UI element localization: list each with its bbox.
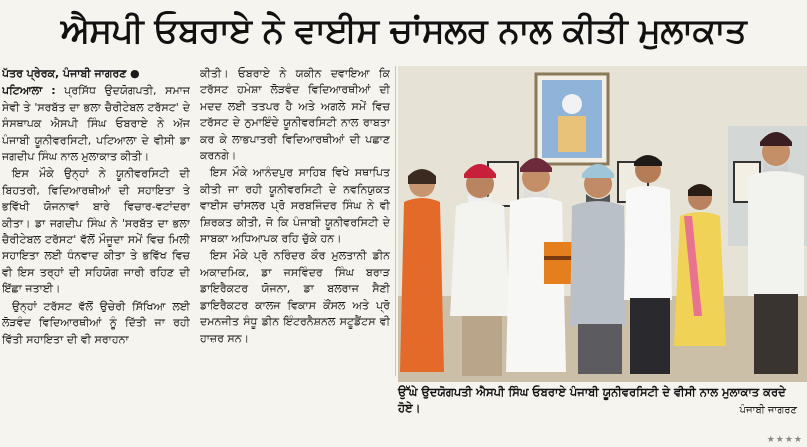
dateline: ਪਟਿਆਲਾ : xyxy=(2,84,56,98)
paragraph: ਇਸ ਮੌਕੇ ਪ੍ਰੋ ਨਰਿੰਦਰ ਕੌਰ ਮੁਲਤਾਨੀ ਡੀਨ ਅਕਾਦਮਿਕ, ਡਾ ਜਸਵਿੰਦਰ ਸਿੰਘ ਬਰਾੜ ਡਾਇਰੈਕਟਰ ਯੋਜਨਾ, ਡਾ ਬਲਰਾਜ ਸੈਣੀ ਡਾਇਰੈਕਟਰ ਕਾਲਜ ਵਿਕਾਸ ਕੌਂਸਲ ਅਤੇ ਪ੍ਰੋ ਦਮਨਜੀਤ ਸੰਧੂ ਡੀਨ ਇੰਟਰਨੈਸ਼ਨਲ ਸਟੂਡੈਂਟਸ ਵੀ ਹਾਜ਼ਰ ਸਨ। xyxy=(200,249,390,345)
news-photo xyxy=(398,66,807,382)
paragraph: ਇਸ ਮੌਕੇ ਆਨੰਦਪੁਰ ਸਾਹਿਬ ਵਿਖੇ ਸਥਾਪਿਤ ਕੀਤੀ ਜਾ ਰਹੀ ਯੂਨੀਵਰਸਿਟੀ ਦੇ ਨਵਨਿਯੁਕਤ ਵਾਈਸ ਚਾਂਸਲਰ ਪ੍ਰੋ ਸਰਬਜਿੰਦਰ ਸਿੰਘ ਨੇ ਵੀ ਸ਼ਿਰਕਤ ਕੀਤੀ, ਜੋ ਕਿ ਪੰਜਾਬੀ ਯੂਨੀਵਰਸਿਟੀ ਦੇ ਸਾਬਕਾ ਅਧਿਆਪਕ ਰਹਿ ਚੁੱਕੇ ਹਨ। xyxy=(200,166,390,246)
headline: ਐਸਪੀ ਓਬਰਾਏ ਨੇ ਵਾਈਸ ਚਾਂਸਲਰ ਨਾਲ ਕੀਤੀ ਮੁਲਾਕਾਤ xyxy=(60,11,747,51)
column-divider xyxy=(395,66,396,376)
paragraph: ਉਨ੍ਹਾਂ ਟਰੱਸਟ ਵੱਲੋਂ ਉਚੇਰੀ ਸਿੱਖਿਆ ਲਈ ਲੋੜਵੰਦ ਵਿਦਿਆਰਥੀਆਂ ਨੂੰ ਦਿੱਤੀ ਜਾ ਰਹੀ ਵਿੱਤੀ ਸਹਾਇਤਾ ਦੀ ਵੀ ਸਰਾਹਨਾ xyxy=(2,299,190,346)
byline-bullet: ● xyxy=(129,67,140,80)
paragraph: ਪ੍ਰਸਿੱਧ ਉਦਯੋਗਪਤੀ, ਸਮਾਜ ਸੇਵੀ ਤੇ 'ਸਰਬੱਤ ਦਾ ਭਲਾ ਚੈਰੀਟੇਬਲ ਟਰੱਸਟ' ਦੇ ਸੰਸਥਾਪਕ ਐਸਪੀ ਸਿੰਘ ਓਬਰਾਏ ਨੇ ਅੱਜ ਪੰਜਾਬੀ ਯੂਨੀਵਰਸਿਟੀ, ਪਟਿਆਲਾ ਦੇ ਵੀਸੀ ਡਾ ਜਗਦੀਪ ਸਿੰਘ ਨਾਲ ਮੁਲਾਕਾਤ ਕੀਤੀ। xyxy=(2,84,190,164)
photo-credit: ਪੰਜਾਬੀ ਜਾਗਰਣ xyxy=(739,405,797,416)
article-column-2 xyxy=(200,66,390,376)
news-photo-illustration xyxy=(398,66,807,382)
rating-stars: ★★★★ xyxy=(766,435,803,445)
paragraph: ਇਸ ਮੌਕੇ ਉਨ੍ਹਾਂ ਨੇ ਯੂਨੀਵਰਸਿਟੀ ਦੀ ਬਿਹਤਰੀ, ਵਿਦਿਆਰਥੀਆਂ ਦੀ ਸਹਾਇਤਾ ਤੇ ਭਵਿੱਖੀ ਯੋਜਨਾਵਾਂ ਬਾਰੇ ਵਿਚਾਰ-ਵਟਾਂਦਰਾ ਕੀਤਾ। ਡਾ ਜਗਦੀਪ ਸਿੰਘ ਨੇ 'ਸਰਬੱਤ ਦਾ ਭਲਾ ਚੈਰੀਟੇਬਲ ਟਰੱਸਟ' ਵੱਲੋਂ ਮੌਜੂਦਾ ਸਮੇਂ ਵਿਚ ਮਿਲੀ ਸਹਾਇਤਾ ਲਈ ਧੰਨਵਾਦ ਕੀਤਾ ਤੇ ਭਵਿੱਖ ਵਿਚ ਵੀ ਇਸ ਤਰ੍ਹਾਂ ਦੀ ਸਹਿਯੋਗ ਜਾਰੀ ਰਹਿਣ ਦੀ ਇੱਛਾ ਜਤਾਈ। xyxy=(2,167,190,296)
article-column-1 xyxy=(2,66,190,441)
byline: ਪੱਤਰ ਪ੍ਰੇਰਕ, ਪੰਜਾਬੀ ਜਾਗਰਣ xyxy=(2,67,127,80)
photo-caption: ਉੱਘੇ ਉਦਯੋਗਪਤੀ ਐਸਪੀ ਸਿੰਘ ਓਬਰਾਏ ਪੰਜਾਬੀ ਯੂਨੀਵਰਸਿਟੀ ਦੇ ਵੀਸੀ ਨਾਲ ਮੁਲਾਕਾਤ ਕਰਦੇ ਹੋਏ। xyxy=(398,385,786,415)
paragraph: ਕੀਤੀ। ਓਬਰਾਏ ਨੇ ਯਕੀਨ ਦਵਾਇਆ ਕਿ ਟਰੱਸਟ ਹਮੇਸ਼ਾ ਲੋੜਵੰਦ ਵਿਦਿਆਰਥੀਆਂ ਦੀ ਮਦਦ ਲਈ ਤਤਪਰ ਹੈ ਅਤੇ ਅਗਲੇ ਸਮੇਂ ਵਿਚ ਟਰੱਸਟ ਦੇ ਨੁਮਾਇੰਦੇ ਯੂਨੀਵਰਸਿਟੀ ਨਾਲ ਰਾਬਤਾ ਕਰ ਕੇ ਲਾਭਪਾਤਰੀ ਵਿਦਿਆਰਥੀਆਂ ਦੀ ਪਛਾਣ ਕਰਨਗੇ। xyxy=(200,67,390,163)
